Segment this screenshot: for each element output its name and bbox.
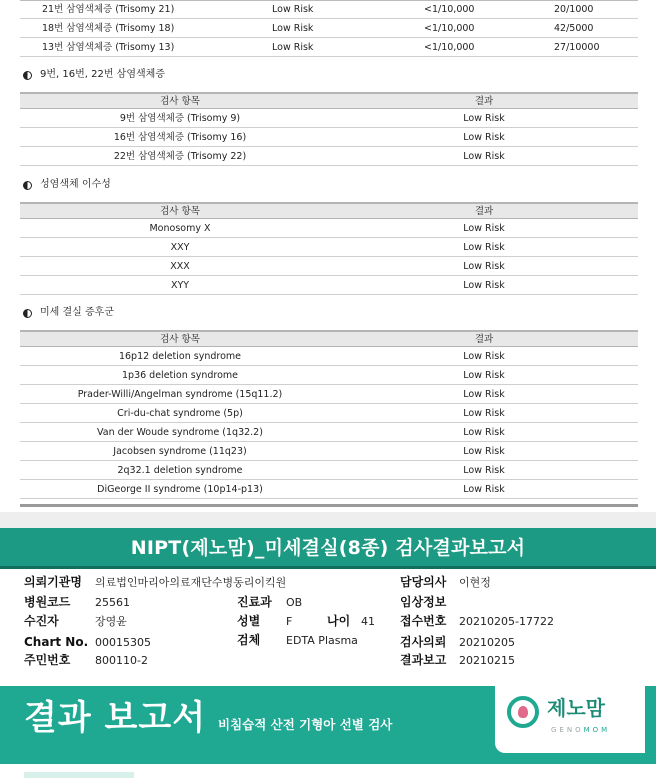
test-name: 22번 삼염색체증 (Trisomy 22) <box>113 151 247 162</box>
test-name: DiGeorge II syndrome (10p14-p13) <box>97 484 263 495</box>
test-name: 13번 삼염색체증 (Trisomy 13) <box>42 42 175 53</box>
doctor-value: 이현정 <box>459 576 491 589</box>
half-circle-icon <box>23 181 32 190</box>
resident-number-value: 800110-2 <box>95 654 148 667</box>
report-date-label: 결과보고 <box>400 653 447 667</box>
page-separator <box>0 512 656 528</box>
age-label: 나이 <box>327 614 351 628</box>
chart-number-value: 00015305 <box>95 636 151 649</box>
table-row <box>20 461 638 480</box>
risk-value: 42/5000 <box>554 23 594 34</box>
reference-value: <1/10,000 <box>424 4 475 15</box>
test-name: Van der Woude syndrome (1q32.2) <box>97 427 263 438</box>
receipt-number-label: 접수번호 <box>400 614 447 628</box>
test-result: Low Risk <box>463 132 505 143</box>
section-title-text: 성염색체 이수성 <box>40 179 111 190</box>
table-header <box>20 202 638 219</box>
test-result: Low Risk <box>463 280 505 291</box>
table-row <box>20 385 638 404</box>
section-title <box>23 68 165 82</box>
table-header <box>20 92 638 109</box>
result-table-sex-chromosome <box>20 202 638 295</box>
column-header-item: 검사 항목 <box>160 96 200 107</box>
banner-title: 결과 보고서 <box>24 698 207 738</box>
column-header-result: 결과 <box>474 96 494 107</box>
table-row <box>20 276 638 295</box>
table-row <box>20 0 638 19</box>
department-value: OB <box>286 596 303 609</box>
specimen-value: EDTA Plasma <box>286 634 358 647</box>
section-title-text: 9번, 16번, 22번 삼염색체증 <box>40 69 165 80</box>
brand-logo <box>495 686 645 753</box>
test-result: Low Risk <box>463 465 505 476</box>
table-row <box>20 366 638 385</box>
test-result: Low Risk <box>463 261 505 272</box>
reference-value: <1/10,000 <box>424 23 475 34</box>
report-title: NIPT(제노맘)_미세결실(8종) 검사결과보고서 <box>130 537 526 559</box>
test-name: 18번 삼염색체증 (Trisomy 18) <box>42 23 175 34</box>
request-date-value: 20210205 <box>459 636 515 649</box>
chart-number-label: Chart No. <box>24 635 89 649</box>
resident-number-label: 주민번호 <box>24 653 71 667</box>
patient-info-block <box>0 572 656 672</box>
table-row <box>20 219 638 238</box>
sex-label: 성별 <box>237 614 261 628</box>
logo-text: 제노맘 <box>547 696 605 720</box>
age-value: 41 <box>361 615 375 628</box>
mother-logo-icon <box>507 696 539 728</box>
institution-value: 의료법인마리아의료재단수병동리이킥원 <box>95 576 287 589</box>
request-date-label: 검사의뢰 <box>400 635 447 649</box>
test-result: Low Risk <box>463 113 505 124</box>
risk-value: 27/10000 <box>554 42 600 53</box>
table-row <box>20 38 638 57</box>
result-table-microdeletion <box>20 330 638 499</box>
test-name: Monosomy X <box>149 223 211 234</box>
test-name: 1p36 deletion syndrome <box>122 370 238 381</box>
test-result: Low Risk <box>463 242 505 253</box>
logo-sub-geno: GENO <box>551 726 584 734</box>
table-row <box>20 128 638 147</box>
test-result: Low Risk <box>272 42 314 53</box>
table-header <box>20 330 638 347</box>
test-name: 16번 삼염색체증 (Trisomy 16) <box>113 132 247 143</box>
test-result: Low Risk <box>463 370 505 381</box>
table-row <box>20 404 638 423</box>
patient-value: 장영윤 <box>95 615 127 628</box>
column-header-result: 결과 <box>474 334 494 345</box>
hospital-code-value: 25561 <box>95 596 130 609</box>
patient-label: 수진자 <box>24 614 59 628</box>
trisomy-table <box>20 0 638 57</box>
test-name: 21번 삼염색체증 (Trisomy 21) <box>42 4 175 15</box>
table-row <box>20 147 638 166</box>
report-date-value: 20210215 <box>459 654 515 667</box>
risk-value: 20/1000 <box>554 4 594 15</box>
section-title <box>23 178 111 192</box>
test-result: Low Risk <box>463 446 505 457</box>
logo-subtext <box>551 726 610 735</box>
table-row <box>20 480 638 499</box>
result-table-trisomy-9-16-22 <box>20 92 638 166</box>
hospital-code-label: 병원코드 <box>24 595 71 609</box>
table-row <box>20 109 638 128</box>
test-result: Low Risk <box>463 389 505 400</box>
receipt-number-value: 20210205-17722 <box>459 615 554 628</box>
test-name: Jacobsen syndrome (11q23) <box>113 446 247 457</box>
column-header-result: 결과 <box>474 206 494 217</box>
section-title-text: 미세 결실 증후군 <box>40 307 114 318</box>
table-row <box>20 238 638 257</box>
footer-strip <box>0 764 656 778</box>
test-result: Low Risk <box>463 151 505 162</box>
table-row <box>20 423 638 442</box>
table-row <box>20 347 638 366</box>
test-name: 9번 삼염색체증 (Trisomy 9) <box>119 113 241 124</box>
test-name: 2q32.1 deletion syndrome <box>117 465 243 476</box>
column-header-item: 검사 항목 <box>160 206 200 217</box>
test-name: Cri-du-chat syndrome (5p) <box>117 408 243 419</box>
test-result: Low Risk <box>463 223 505 234</box>
clinical-info-label: 임상정보 <box>400 595 447 609</box>
table-row <box>20 257 638 276</box>
table-row <box>20 442 638 461</box>
test-name: XXY <box>170 242 190 253</box>
test-result: Low Risk <box>463 351 505 362</box>
report-title-band <box>0 528 656 569</box>
test-result: Low Risk <box>272 4 314 15</box>
report-banner <box>0 686 656 764</box>
test-result: Low Risk <box>463 408 505 419</box>
institution-label: 의뢰기관명 <box>24 575 82 589</box>
test-name: XXX <box>170 261 190 272</box>
half-circle-icon <box>23 71 32 80</box>
doctor-label: 담당의사 <box>400 575 447 589</box>
specimen-label: 검체 <box>237 633 261 647</box>
department-label: 진료과 <box>237 595 272 609</box>
reference-value: <1/10,000 <box>424 42 475 53</box>
column-header-item: 검사 항목 <box>160 334 200 345</box>
sex-value: F <box>286 615 293 628</box>
banner-subtitle: 비침습적 산전 기형아 선별 검사 <box>218 717 393 732</box>
test-result: Low Risk <box>463 427 505 438</box>
logo-sub-mom: MOM <box>583 726 611 734</box>
test-name: XYY <box>170 280 190 291</box>
test-result: Low Risk <box>272 23 314 34</box>
half-circle-icon <box>23 309 32 318</box>
section-title <box>23 306 114 320</box>
test-name: Prader-Willi/Angelman syndrome (15q11.2) <box>77 389 283 400</box>
test-name: 16p12 deletion syndrome <box>118 351 242 362</box>
bottom-rule <box>20 504 638 507</box>
test-result: Low Risk <box>463 484 505 495</box>
table-row <box>20 19 638 38</box>
